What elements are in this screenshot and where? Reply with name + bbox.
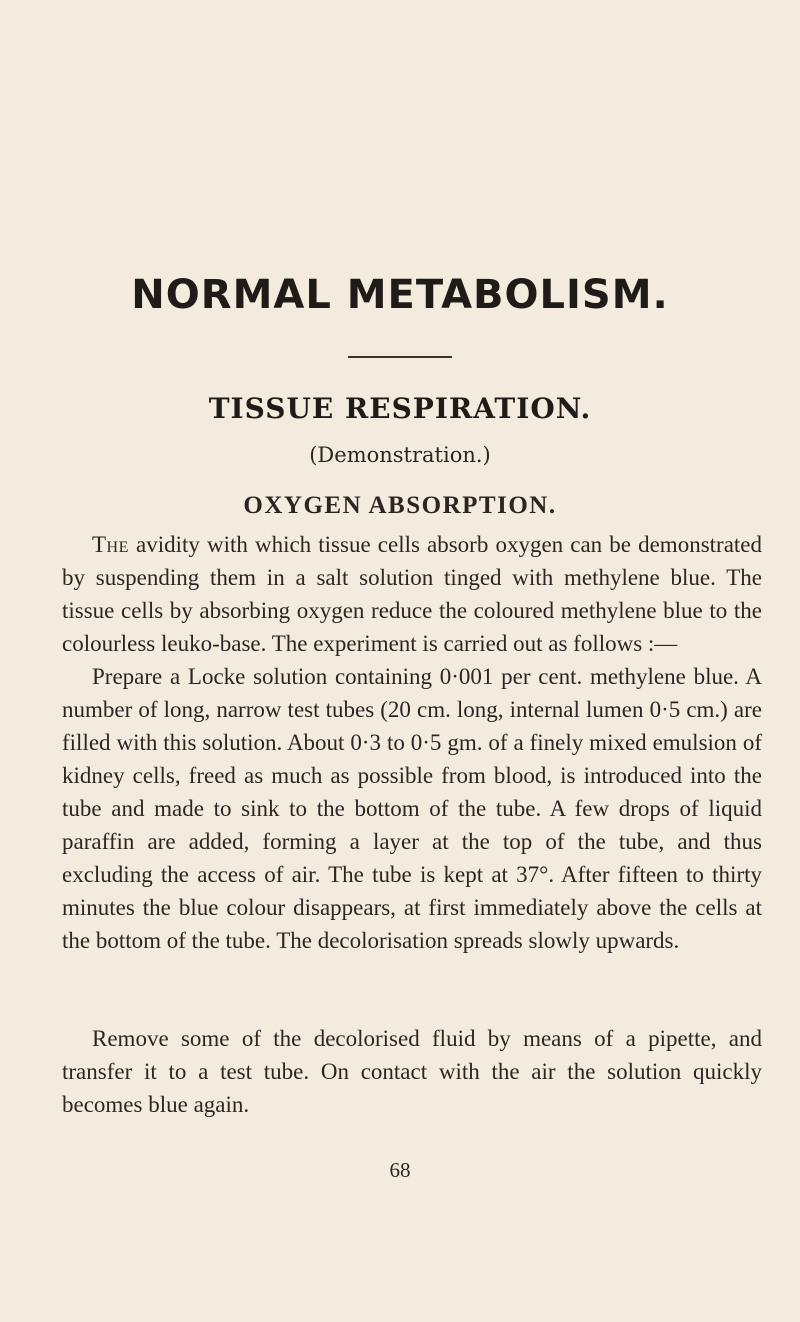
paragraph-1: [62, 528, 762, 660]
page-number: 68: [389, 1158, 411, 1182]
paragraph-3: Remove some of the decolorised fluid by means of a pipette, and transfer it to a test tube. On contact with the air the solution quickly becomes blue again.: [62, 1026, 762, 1117]
paragraph-2: Prepare a Locke solution containing 0·001 per cent. methylene blue. A number of long, narrow test tubes (20 cm. long, internal lumen 0·5 cm.) are filled with this solution. About 0·3 to 0·5 gm. of a finely mixed emulsion of kidney cells, freed as much as possible from blood, is introduced into the tube and made to sink to the bottom of the tube. A few drops of liquid paraffin are added, forming a layer at the top of the tube, and thus excluding the access of air. The tube is kept at 37°. After fifteen to thirty minutes the blue colour disappears, at first immediately above the cells at the bottom of the tube. The decolorisation spreads slowly upwards.: [62, 664, 762, 953]
paragraph-1-lead: The: [92, 532, 129, 557]
paragraph-1-text: avidity with which tissue cells absorb oxygen can be demonstrated by suspending them in a salt solution tinged with methylene blue. The tissue cells by absorbing oxygen reduce the coloured methylene blue to the colourless leuko-base. The experiment is carried out as follows :—: [62, 532, 762, 656]
subtitle: (Demonstration.): [309, 443, 491, 467]
chapter-title: NORMAL METABOLISM.: [131, 272, 669, 318]
section-title: TISSUE RESPIRATION.: [208, 392, 592, 425]
title-rule: [348, 356, 452, 358]
subheading: OXYGEN ABSORPTION.: [243, 492, 557, 519]
